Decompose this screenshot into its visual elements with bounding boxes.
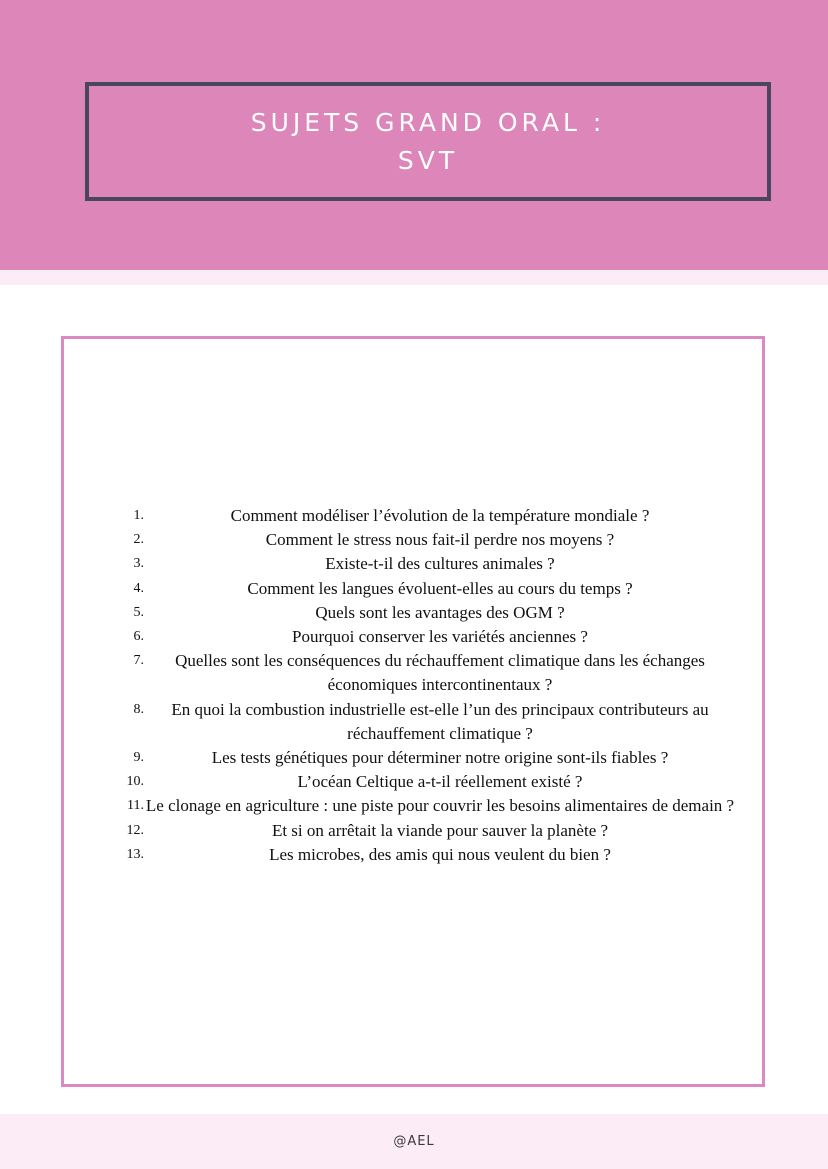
list-item — [110, 746, 750, 770]
footer-band — [0, 1114, 828, 1169]
title-frame — [85, 82, 771, 201]
list-item-text: Les microbes, des amis qui nous veulent du bien ? — [269, 844, 611, 864]
page-title: SUJETS GRAND ORAL : — [250, 107, 606, 137]
footer-credit: @AEL — [393, 1134, 435, 1149]
list-item-text: Comment le stress nous fait-il perdre nos moyens ? — [265, 530, 615, 550]
list-item-text: Et si on arrêtait la viande pour sauver la planète ? — [271, 820, 609, 840]
list-item — [110, 528, 750, 552]
list-item — [110, 649, 750, 697]
list-item — [110, 794, 750, 818]
list-item — [110, 843, 750, 867]
list-item-text: Comment modéliser l’évolution de la température mondiale ? — [230, 506, 650, 525]
list-item — [110, 577, 750, 601]
topic-list — [110, 504, 750, 867]
list-item-number: 11. — [127, 798, 144, 814]
list-item-text: Quelles sont les conséquences du réchauffement climatique dans les échanges économiques intercontinentaux ? — [175, 651, 705, 695]
list-item-number: 9. — [133, 750, 144, 766]
list-item — [110, 504, 750, 528]
list-item-number: 5. — [133, 604, 144, 620]
list-item-text: Comment les langues évoluent-elles au cours du temps ? — [247, 578, 633, 598]
list-item-number: 8. — [133, 701, 144, 717]
page-subtitle: SVT — [397, 145, 459, 175]
list-item — [110, 552, 750, 576]
list-item — [110, 698, 750, 746]
list-item-number: 3. — [133, 556, 144, 572]
header-divider-strip — [0, 270, 828, 285]
list-item-text: L’océan Celtique a-t-il réellement existé ? — [297, 772, 583, 792]
list-item-number: 2. — [133, 532, 144, 548]
list-item-number: 10. — [126, 774, 144, 790]
list-item-number: 1. — [133, 508, 144, 523]
list-item-text: En quoi la combustion industrielle est-elle l’un des principaux contributeurs au réchauffement climatique ? — [171, 699, 709, 743]
list-item — [110, 819, 750, 843]
list-item-text: Les tests génétiques pour déterminer notre origine sont-ils fiables ? — [211, 748, 669, 768]
list-item-number: 6. — [133, 629, 144, 645]
list-item-text: Quels sont les avantages des OGM ? — [315, 602, 565, 622]
list-item — [110, 770, 750, 794]
list-item-text: Pourquoi conserver les variétés anciennes ? — [292, 627, 588, 647]
list-item — [110, 601, 750, 625]
list-item-number: 12. — [126, 822, 144, 838]
header-band — [0, 0, 828, 270]
list-item-number: 7. — [133, 653, 144, 669]
list-item-text: Le clonage en agriculture : une piste pour couvrir les besoins alimentaires de demain ? — [145, 796, 735, 816]
list-item — [110, 625, 750, 649]
list-item-number: 4. — [133, 580, 144, 596]
list-item-text: Existe-t-il des cultures animales ? — [325, 554, 555, 574]
list-item-number: 13. — [126, 846, 144, 862]
